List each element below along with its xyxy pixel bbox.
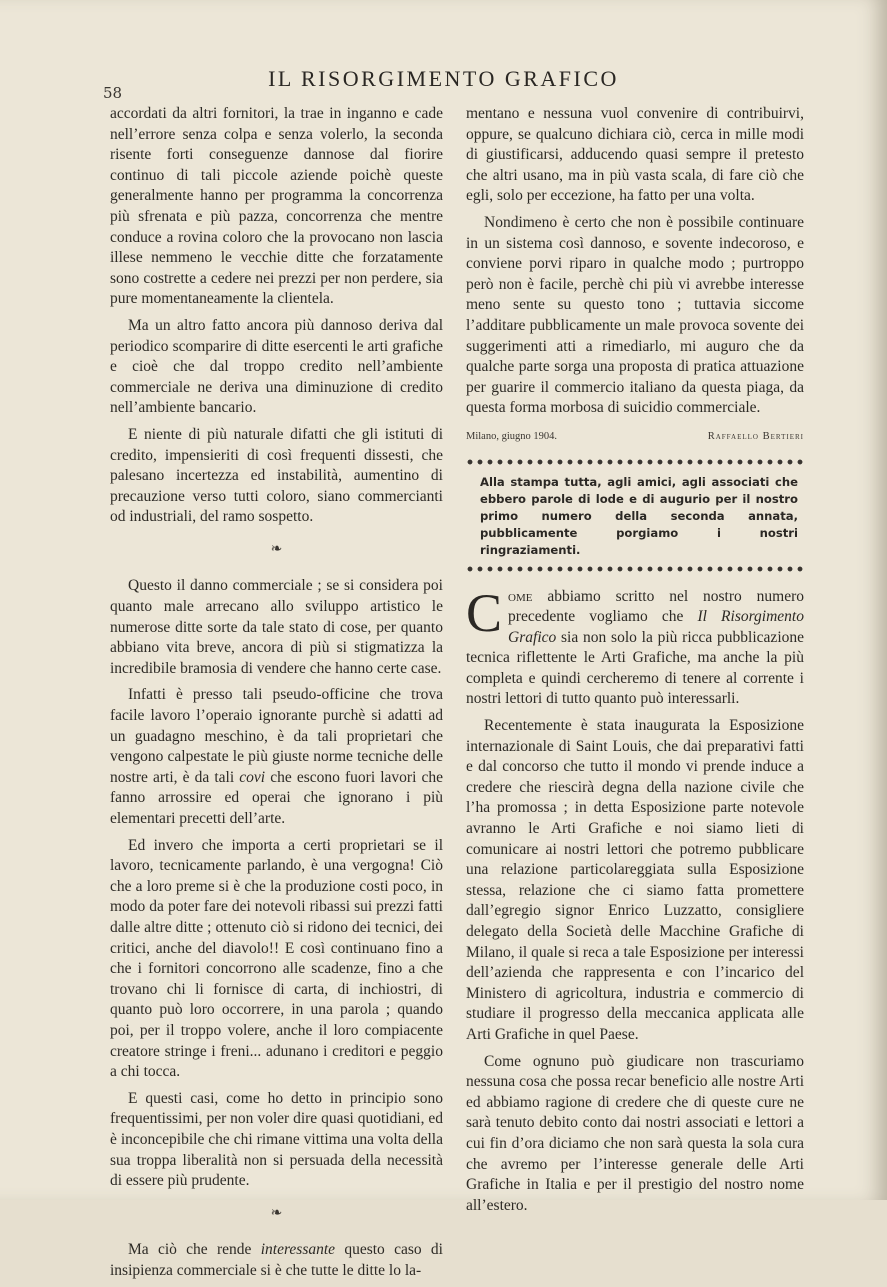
italic-word: interessante <box>260 1241 336 1259</box>
ornament-rule <box>466 458 804 466</box>
right-column <box>466 104 804 1222</box>
paragraph <box>110 1240 443 1281</box>
left-column <box>110 104 443 1287</box>
italic-title: Il Risorgimento Grafico <box>508 608 804 646</box>
text-run: che escono fuori lavori che fanno arrossire ed operai che ignorano i più elementari precetti dell’arte. <box>110 768 444 827</box>
paragraph <box>110 685 443 829</box>
text-run: Ma ciò che rende <box>128 1241 261 1259</box>
leaf-dingbat-icon: ❧ <box>270 1205 283 1221</box>
paragraph: E niente di più naturale difatti che gli istituti di credito, impensieriti di così frequenti dissesti, che palesano incertezza ed instabilità, aumentino di precauzione verso tutti coloro, siano commercianti od industriali, del ramo sospetto. <box>110 425 443 526</box>
paragraph: Come ognuno può giudicare non trascuriamo nessuna cosa che possa recar beneficio alle nostre Arti ed abbiamo ragione di credere che di queste cure ne sarà tenuto debito conto dai nostri associati e lettori a cui fin d’ora diciamo che non sarà questa la sola cura che avremo per l’interesse generale delle Arti Grafiche in Italia e per il prestigio del nostro nome all’estero. <box>466 1052 804 1214</box>
page-number: 58 <box>103 84 123 102</box>
signature-line <box>466 427 804 448</box>
paragraph: mentano e nessuna vuol convenire di contribuirvi, oppure, se qualcuno dichiara ciò, cerca in mille modi di giustificarsi, adducendo quasi sempre il pretesto che altri usano, ma in più vasta scala, di fare ciò che egli, solo per eccezione, ha fatto per una volta. <box>466 105 804 205</box>
text-run: Infatti è presso tali pseudo-officine che trova facile lavoro l’operaio ignorante purchè si adatti ad un guadagno meschino, è da tali proprietari che vengono calpestate le più giuste norme tecniche delle nostre arti, è da tali <box>110 686 443 786</box>
running-title: IL RISORGIMENTO GRAFICO <box>268 66 619 91</box>
italic-word: covi <box>239 768 266 786</box>
paragraph: Ed invero che importa a certi proprietari se il lavoro, tecnicamente parlando, è una vergogna! Ciò che a loro preme si è che la produzione costi poco, in modo da poter fare dei notevoli ribassi sui prezzi fatti dalle altre ditte ; ottenuto ciò si ridono dei tecnici, dei critici, anche del diavolo!! E così continuano fino a che i fornitori concorrono alle scadenze, fino a che trovano chi li fornisce di carta, di inchiostri, di quanto può loro occorrere, in una parola ; quando poi, per il troppo volere, anche il loro compiacente creatore stringe i freni... adunano i creditori e peggio a chi tocca. <box>110 836 443 1081</box>
ornament-rule <box>466 565 804 573</box>
paragraph: Questo il danno commerciale ; se si considera poi quanto male arrecano allo sviluppo artistico le numerose ditte sorte da tale stato di cose, per quanto abbiano vita breve, ancora di più si stigmatizza la incredibile bramosia di vendere che hanno certe case. <box>110 577 443 677</box>
paragraph <box>466 582 804 711</box>
paragraph: E questi casi, come ho detto in principio sono frequentissimi, per non voler dire quasi quotidiani, ed è inconcepibile che chi rimane vittima una volta della sua troppa liberalità non si persuada della necessità di essere più prudente. <box>110 1089 443 1190</box>
author-name: Raffaello Bertieri <box>707 430 804 442</box>
text-run: sia non solo la più ricca pubblicazione tecnica riflettente le Arti Grafiche, ma anche la più completa e quindi cercheremo di tenere al corrente i nostri lettori di tutto quanto può interessarli. <box>466 628 804 708</box>
thanks-notice: Alla stampa tutta, agli amici, agli associati che ebbero parole di lode e di augurio per il nostro primo numero della seconda annata, pubblicamente porgiamo i nostri ringraziamenti. <box>480 474 798 557</box>
drop-cap: C <box>466 582 503 643</box>
paragraph: Ma un altro fatto ancora più dannoso deriva dal periodico scomparire di ditte esercenti le arti grafiche e cioè che dal troppo credito nell’ambiente commerciale ne deriva una diminuzione di credito nell’ambiente bancario. <box>110 316 443 417</box>
smallcaps-word: ome <box>508 587 533 605</box>
text-run: questo caso di insipienza commerciale si è che tutte le ditte lo la- <box>110 1241 443 1279</box>
leaf-dingbat-icon: ❧ <box>270 541 283 557</box>
paragraph: Recentemente è stata inaugurata la Esposizione internazionale di Saint Louis, che dai preparativi fatti e dal concorso che tutto il mondo vi prende induce a credere che riescirà degna della nazione civile che l’ha promossa ; in detta Esposizione parte notevole avranno le Arti Grafiche e noi siamo lieti di comunicare ai nostri lettori che potremo pubblicare una relazione particolareggiata sulla Esposizione stessa, relazione che ci siamo fatta promettere dall’egregio signor Enrico Luzzatto, consigliere delegato della Società delle Macchine Grafiche di Milano, il quale si reca a tale Esposizione per interessi dell’azienda che rappresenta e con l’incarico del Ministero di agricoltura, industria e commercio di studiare il progresso della meccanica applicata alle Arti Grafiche in quel Paese. <box>466 717 804 1043</box>
paragraph: Nondimeno è certo che non è possibile continuare in un sistema così dannoso, e sovente indecoroso, e conviene porvi riparo in qualche modo ; purtroppo però non è facile, perchè chi più vi avrebbe interesse meno sente su questo tono ; tuttavia siccome l’additare pubblicamente un male provoca sovente dei suggerimenti atti a rimediarlo, mi auguro che da qualche parte sorga una proposta di pratica attuazione per guarire il commercio italiano da questa piaga, da questa forma morbosa di suicidio commerciale. <box>466 213 804 417</box>
paragraph: accordati da altri fornitori, la trae in inganno e cade nell’errore senza colpa e senza volerlo, la seconda risente forti conseguenze dannose dal fiorire continuo di tali piccole aziende poichè queste generalmente hanno per programma la concorrenza più sfrenata e più pazza, concorrenza che mentre conduce a rovina coloro che la provocano non lascia illese nemmeno le vecchie ditte che forzatamente sono costrette a cedere nei prezzi per non perdere, sia pure momentaneamente la clientela. <box>110 105 443 308</box>
text-run: abbiamo scritto nel nostro numero precedente vogliamo che <box>508 587 804 626</box>
place-date: Milano, giugno 1904. <box>466 430 557 442</box>
